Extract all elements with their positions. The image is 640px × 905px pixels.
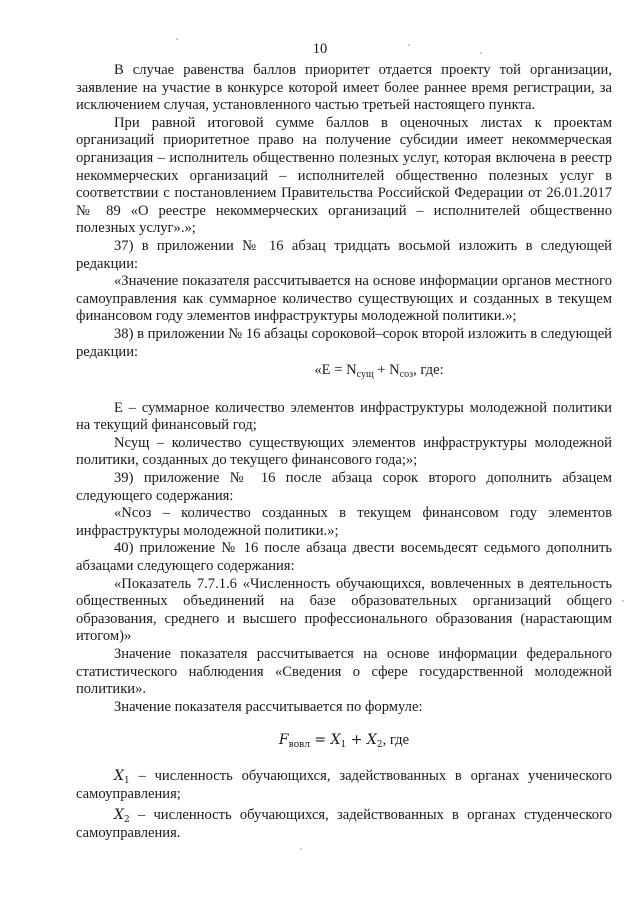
scan-speck: [300, 848, 302, 850]
paragraph-item-39: 39) приложение № 16 после абзаца сорок второго дополнить абзацем следующего содержания:: [76, 470, 612, 504]
scan-speck: [176, 38, 178, 40]
page-number: 10: [312, 41, 328, 57]
paragraph-priority-equal-scores: В случае равенства баллов приоритет отдается проекту той организации, заявление на участие в конкурсе которой имеет более раннее время регистрации, за исключением случая, установленного частью третьей настоящего пункта.: [76, 62, 612, 114]
document-body: [76, 62, 612, 842]
formula-e: «$E = N_{сущ} + N_{соз}$, где:: [314, 362, 444, 381]
scan-speck: [622, 600, 624, 602]
scan-speck: [480, 52, 482, 54]
paragraph-nsush-definition: Nсущ – количество существующих элементов инфраструктуры молодежной политики, созданных до текущего финансового года;»;: [76, 434, 612, 469]
paragraph-item-40: 40) приложение № 16 после абзаца двести восемьдесят седьмого дополнить абзацами следующего содержания:: [76, 540, 612, 575]
paragraph-formula-intro: Значение показателя рассчитывается по формуле:: [114, 698, 423, 715]
paragraph-nsoz-definition: «Nсоз – количество созданных в текущем финансовом году элементов инфраструктуры молодежной политики.»;: [76, 505, 612, 539]
formula-f-vovl: $F_{вовл} = X_1 + X_2$, где: [278, 732, 410, 751]
paragraph-indicator-7716: «Показатель 7.7.1.6 «Численность обучающихся, вовлеченных в деятельность общественных объединений на базе образовательных организаций общего образования, среднего и высшего профессионального образования (нарастающим итогом)»: [76, 575, 612, 645]
paragraph-e-definition: Е – суммарное количество элементов инфраструктуры молодежной политики на текущий финансовый год;: [76, 399, 612, 434]
paragraph-indicator-source: Значение показателя рассчитывается на основе информации федерального статистического наблюдения «Сведения о сфере государственной молодежной политики».: [76, 646, 612, 698]
paragraph-priority-nko: При равной итоговой сумме баллов в оценочных листах к проектам организаций приоритетное право на получение субсидии имеет некоммерческая организация – исполнитель общественно полезных услуг, которая включена в реестр некоммерческих организаций – исполнителей общественно полезных услуг в соответствии с постановлением Правительства Российской Федерации от 26.01.2017 № 89 «О реестре некоммерческих организаций – исполнителей общественно полезных услуг».»;: [76, 114, 612, 237]
paragraph-item-37: 37) в приложении № 16 абзац тридцать восьмой изложить в следующей редакции:: [76, 237, 612, 272]
paragraph-item-38: 38) в приложении № 16 абзацы сороковой–сорок второй изложить в следующей редакции:: [76, 325, 612, 360]
definition-x1: $X_1$ – численность обучающихся, задействованных в органах ученического самоуправления;: [76, 767, 612, 802]
definition-x2: $X_2$ – численность обучающихся, задействованных в органах студенческого самоуправления.: [76, 807, 612, 841]
paragraph-item-37-text: «Значение показателя рассчитывается на основе информации органов местного самоуправления как суммарное количество существующих и созданных в текущем финансовом году элементов инфраструктуры молодежной политики.»;: [76, 273, 612, 325]
scan-speck: [408, 44, 410, 46]
